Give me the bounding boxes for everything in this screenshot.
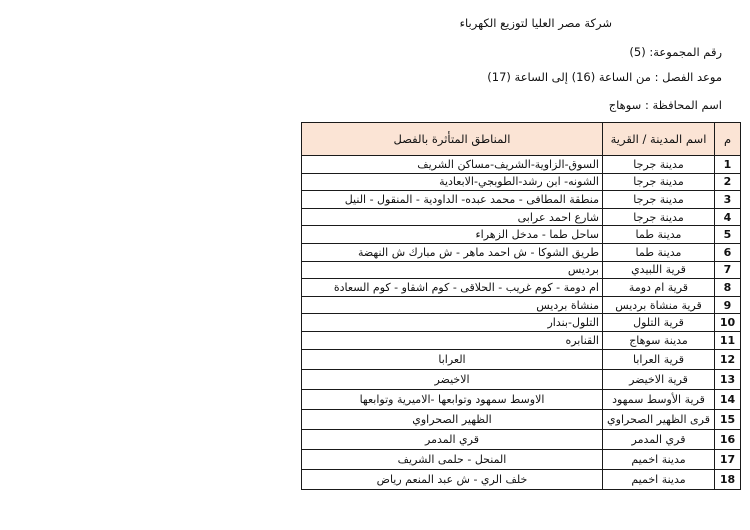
row-areas: شارع احمد عرابى <box>302 208 603 226</box>
table-row <box>302 469 741 489</box>
row-number: 15 <box>715 409 741 429</box>
row-city: قرية التلول <box>603 314 715 332</box>
row-city: مدينة اخميم <box>603 449 715 469</box>
row-city: قرية العرابا <box>603 349 715 369</box>
table-header-row <box>302 123 741 156</box>
row-city: مدينة جرجا <box>603 173 715 191</box>
row-areas: الشونه- ابن رشد-الطوبجي-الابعادية <box>302 173 603 191</box>
table-row <box>302 261 741 279</box>
row-number: 18 <box>715 469 741 489</box>
row-number: 2 <box>715 173 741 191</box>
row-city: قرية منشاة برديس <box>603 296 715 314</box>
table-row <box>302 279 741 297</box>
row-city: مدينة طما <box>603 226 715 244</box>
row-number: 14 <box>715 389 741 409</box>
row-city: قرية الاخيضر <box>603 369 715 389</box>
row-areas: ام دومة - كوم غريب - الحلاقى - كوم اشقاو - كوم السعادة <box>302 279 603 297</box>
row-city: قرية اللبيدي <box>603 261 715 279</box>
row-areas: الظهير الصحراوي <box>302 409 603 429</box>
column-header-number: م <box>715 123 741 156</box>
row-areas: العرابا <box>302 349 603 369</box>
table-row <box>302 191 741 209</box>
row-areas: برديس <box>302 261 603 279</box>
row-areas: الاوسط سمهود وتوابعها -الاميرية وتوابعها <box>302 389 603 409</box>
table-row <box>302 156 741 174</box>
column-header-city: اسم المدينة / القرية <box>603 123 715 156</box>
governorate-name: اسم المحافظة : سوهاج <box>608 98 722 112</box>
row-areas: طريق الشوكا - ش احمد ماهر - ش مبارك ش النهضة <box>302 243 603 261</box>
table-row <box>302 331 741 349</box>
table-row <box>302 449 741 469</box>
row-number: 12 <box>715 349 741 369</box>
row-areas: قري المدمر <box>302 429 603 449</box>
table-row <box>302 226 741 244</box>
row-city: مدينة جرجا <box>603 191 715 209</box>
table-row <box>302 208 741 226</box>
row-city: قري المدمر <box>603 429 715 449</box>
row-city: مدينة اخميم <box>603 469 715 489</box>
row-city: مدينة جرجا <box>603 208 715 226</box>
row-number: 8 <box>715 279 741 297</box>
table-row <box>302 314 741 332</box>
row-number: 5 <box>715 226 741 244</box>
row-number: 9 <box>715 296 741 314</box>
row-number: 17 <box>715 449 741 469</box>
row-areas: ساحل طما - مدخل الزهراء <box>302 226 603 244</box>
row-number: 6 <box>715 243 741 261</box>
row-areas: القنابره <box>302 331 603 349</box>
row-city: قرى الظهير الصحراوي <box>603 409 715 429</box>
table-row <box>302 389 741 409</box>
cutoff-time: موعد الفصل : من الساعة (16) إلى الساعة (17) <box>487 70 722 84</box>
row-areas: المنحل - حلمى الشريف <box>302 449 603 469</box>
row-areas: الاخيضر <box>302 369 603 389</box>
row-number: 7 <box>715 261 741 279</box>
row-number: 3 <box>715 191 741 209</box>
row-areas: منطقة المطافى - محمد عبده- الداودية - المنقول - النيل <box>302 191 603 209</box>
row-number: 11 <box>715 331 741 349</box>
row-number: 4 <box>715 208 741 226</box>
table-row <box>302 173 741 191</box>
table-row <box>302 409 741 429</box>
table-row <box>302 349 741 369</box>
company-name: شركة مصر العليا لتوزيع الكهرباء <box>459 16 612 30</box>
row-city: قرية الأوسط سمهود <box>603 389 715 409</box>
row-city: مدينة جرجا <box>603 156 715 174</box>
row-number: 16 <box>715 429 741 449</box>
table-row <box>302 369 741 389</box>
row-number: 1 <box>715 156 741 174</box>
table-row <box>302 296 741 314</box>
row-areas: خلف الري - ش عبد المنعم رياض <box>302 469 603 489</box>
row-areas: السوق-الزاوية-الشريف-مساكن الشريف <box>302 156 603 174</box>
row-areas: منشاة برديس <box>302 296 603 314</box>
row-areas: التلول-بندار <box>302 314 603 332</box>
row-city: قرية ام دومة <box>603 279 715 297</box>
outage-table <box>301 122 741 490</box>
row-number: 10 <box>715 314 741 332</box>
column-header-areas: المناطق المتأثرة بالفصل <box>302 123 603 156</box>
row-city: مدينة طما <box>603 243 715 261</box>
table-row <box>302 429 741 449</box>
row-city: مدينة سوهاج <box>603 331 715 349</box>
table-row <box>302 243 741 261</box>
row-number: 13 <box>715 369 741 389</box>
group-number: رقم المجموعة: (5) <box>629 45 722 59</box>
